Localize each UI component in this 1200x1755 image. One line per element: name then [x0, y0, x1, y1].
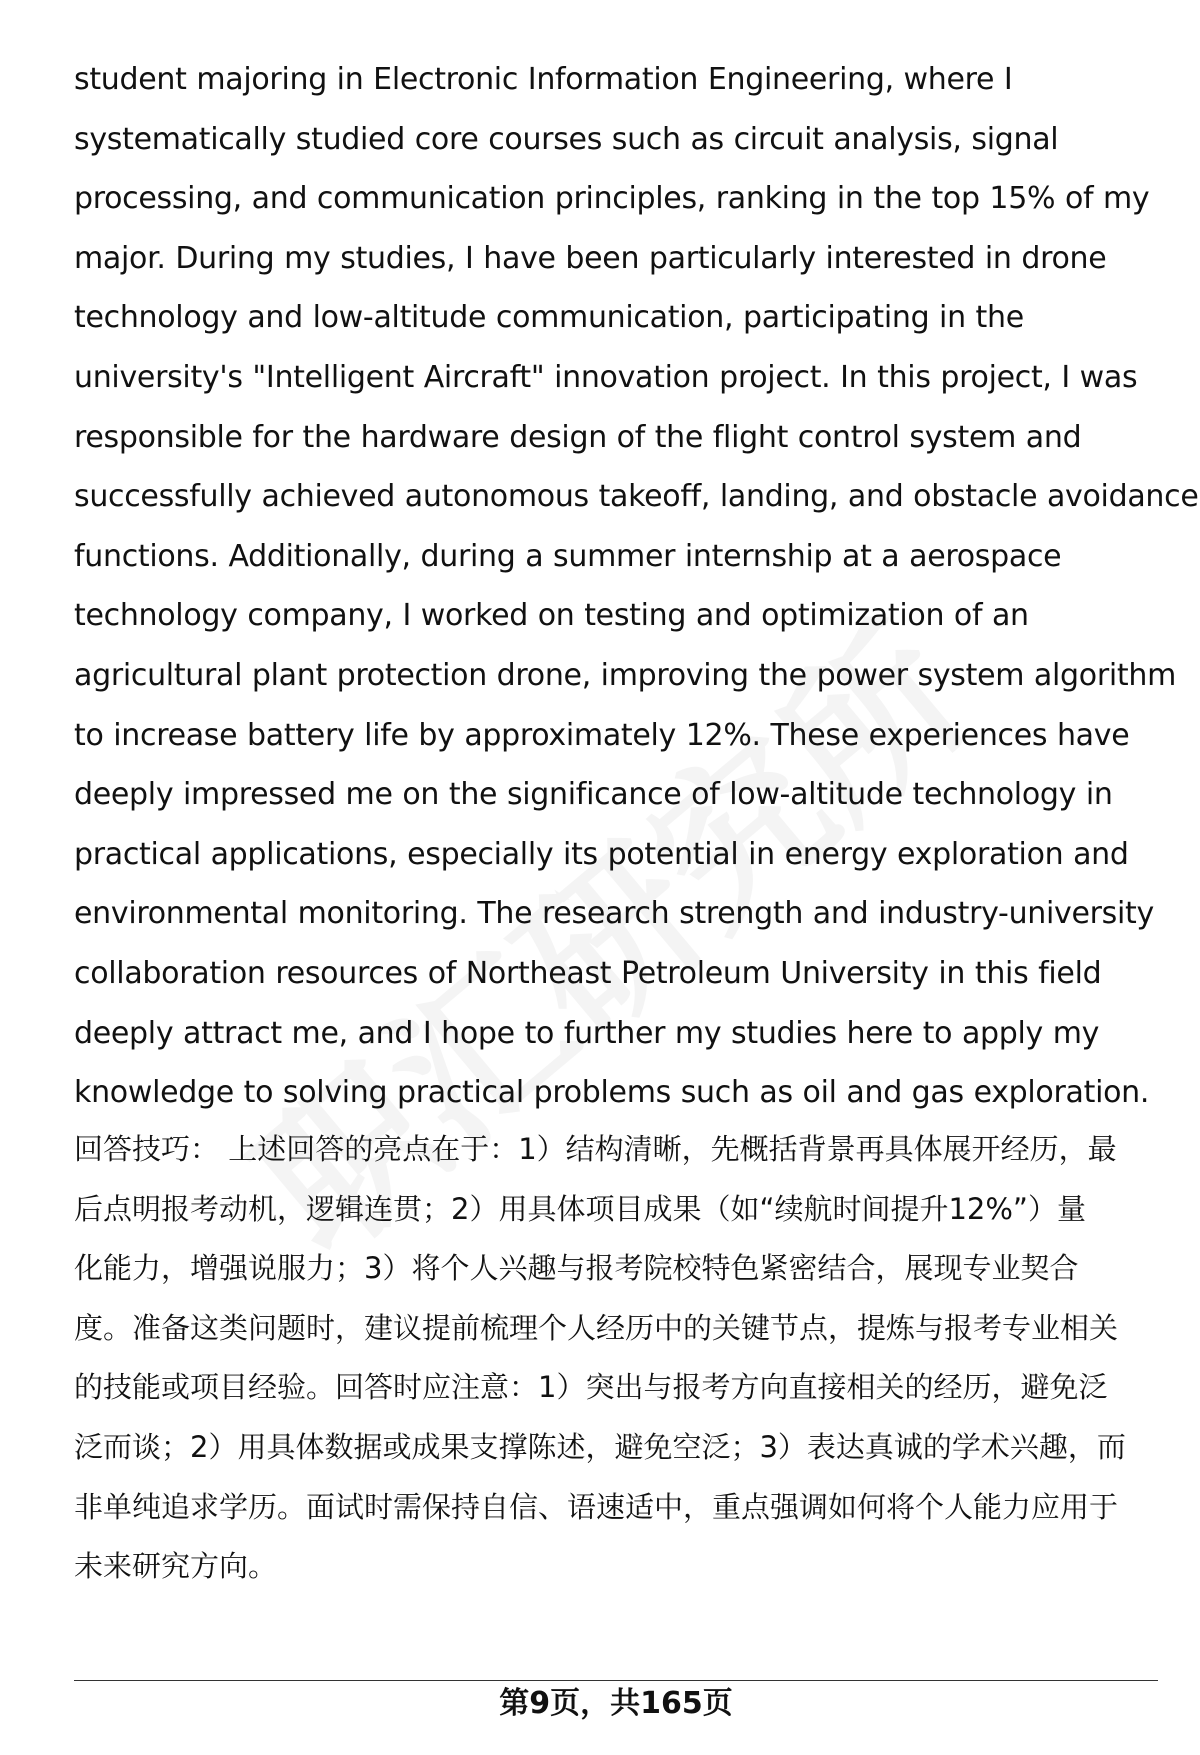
answer-line: major. During my studies, I have been particularly interested in drone	[74, 240, 1107, 276]
answer-line: technology company, I worked on testing and optimization of an	[74, 598, 1029, 634]
answer-line: university's "Intelligent Aircraft" innovation project. In this project, I was	[74, 359, 1138, 395]
answer-line: to increase battery life by approximately 12%. These experiences have	[74, 717, 1130, 753]
tips-line: 化能力，增强说服力；3）将个人兴趣与报考院校特色紧密结合，展现专业契合	[74, 1251, 1079, 1286]
answer-line: systematically studied core courses such as circuit analysis, signal	[74, 121, 1059, 157]
answer-line: functions. Additionally, during a summer internship at a aerospace	[74, 538, 1062, 574]
footer-divider	[74, 1680, 1158, 1681]
page-body	[74, 50, 1199, 1584]
tips-line: 的技能或项目经验。回答时应注意：1）突出与报考方向直接相关的经历，避免泛	[74, 1370, 1108, 1405]
answer-line: practical applications, especially its potential in energy exploration and	[74, 836, 1129, 872]
answer-line: agricultural plant protection drone, improving the power system algorithm	[74, 657, 1177, 693]
answer-line: processing, and communication principles, ranking in the top 15% of my	[74, 181, 1150, 217]
answer-line: collaboration resources of Northeast Petroleum University in this field	[74, 955, 1102, 991]
tips-line: 泛而谈；2）用具体数据或成果支撑陈述，避免空泛；3）表达真诚的学术兴趣，而	[74, 1429, 1126, 1464]
answer-line: environmental monitoring. The research strength and industry-university	[74, 896, 1154, 932]
answer-paragraph	[74, 50, 1199, 1123]
page-number: 第9页，共165页	[499, 1686, 733, 1721]
answer-line: student majoring in Electronic Information Engineering, where I	[74, 62, 1013, 97]
answer-line: deeply attract me, and I hope to further my studies here to apply my	[74, 1015, 1100, 1051]
tips-line: 后点明报考动机，逻辑连贯；2）用具体项目成果（如“续航时间提升12%”）量	[74, 1191, 1086, 1226]
tips-line: 度。准备这类问题时，建议提前梳理个人经历中的关键节点，提炼与报考专业相关	[74, 1310, 1119, 1345]
tips-line: 回答技巧： 上述回答的亮点在于：1）结构清晰，先概括背景再具体展开经历，最	[74, 1132, 1117, 1166]
answer-line: successfully achieved autonomous takeoff, landing, and obstacle avoidance	[74, 479, 1199, 515]
answer-line: knowledge to solving practical problems such as oil and gas exploration.	[74, 1075, 1150, 1111]
answer-line: deeply impressed me on the significance of low-altitude technology in	[74, 777, 1113, 813]
answer-tips	[74, 1120, 1154, 1597]
tips-line: 未来研究方向。	[74, 1549, 278, 1584]
answer-line: responsible for the hardware design of the flight control system and	[74, 419, 1082, 455]
tips-line: 非单纯追求学历。面试时需保持自信、语速适中，重点强调如何将个人能力应用于	[74, 1489, 1119, 1524]
answer-line: technology and low-altitude communication, participating in the	[74, 300, 1024, 336]
